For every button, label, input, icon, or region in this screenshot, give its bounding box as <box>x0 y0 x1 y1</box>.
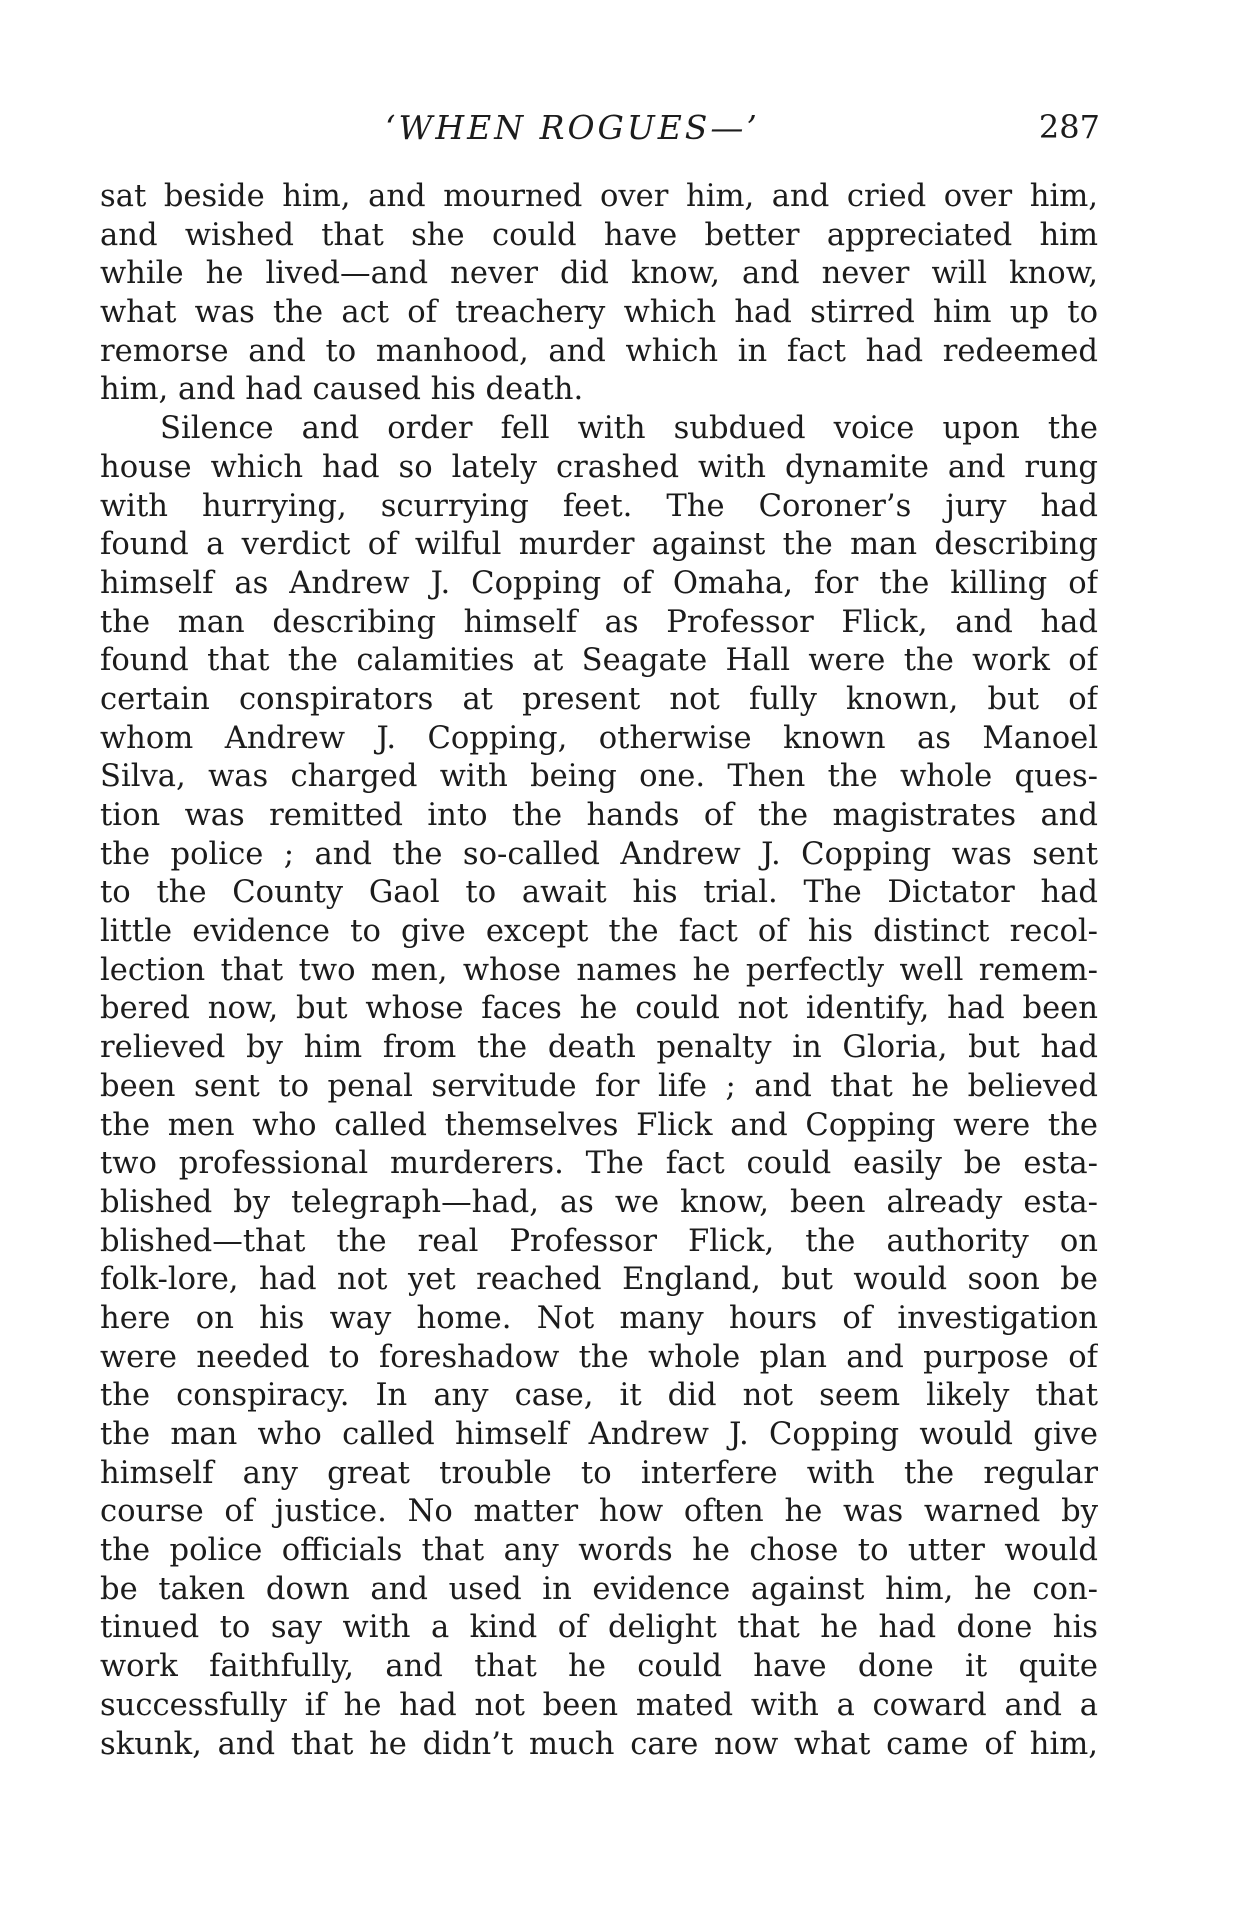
text-line: the conspiracy. In any case, it did not seem likely that <box>100 1378 1098 1414</box>
running-head <box>100 100 1100 150</box>
text-line: with hurrying, scurrying feet. The Coroner’s jury had <box>100 488 1098 524</box>
text-line: relieved by him from the death penalty in Gloria, but had <box>100 1030 1098 1066</box>
text-line: the men who called themselves Flick and Copping were the <box>100 1107 1098 1143</box>
text-line: were needed to foreshadow the whole plan and purpose of <box>100 1339 1098 1375</box>
text-line: the man who called himself Andrew J. Copping would give <box>100 1417 1098 1452</box>
text-line: and wished that she could have better appreciated him <box>100 217 1098 253</box>
text-line: found that the calamities at Seagate Hall were the work of <box>100 643 1098 679</box>
text-line: little evidence to give except the fact of his distinct recol- <box>100 914 1098 950</box>
text-line: to the County Gaol to await his trial. The Dictator had <box>100 875 1098 911</box>
text-line: certain conspirators at present not fully known, but of <box>100 681 1098 717</box>
body-text <box>100 178 1098 1764</box>
page-number: 287 <box>1038 108 1100 146</box>
text-line: bered now, but whose faces he could not identify, had been <box>100 991 1098 1027</box>
text-line: the man describing himself as Professor Flick, and had <box>100 604 1098 640</box>
text-line: lection that two men, whose names he perfectly well remem- <box>100 952 1098 988</box>
text-line: folk-lore, had not yet reached England, but would soon be <box>100 1262 1098 1298</box>
text-line: remorse and to manhood, and which in fact had redeemed <box>100 333 1098 369</box>
text-line: here on his way home. Not many hours of investigation <box>100 1300 1098 1336</box>
text-line: be taken down and used in evidence against him, he con- <box>100 1571 1098 1607</box>
text-line: successfully if he had not been mated with a coward and a <box>100 1687 1098 1723</box>
text-line: blished by telegraph—had, as we know, been already esta- <box>100 1184 1098 1220</box>
text-line: what was the act of treachery which had stirred him up to <box>100 295 1098 331</box>
text-line: course of justice. No matter how often he was warned by <box>100 1494 1098 1530</box>
text-line: tinued to say with a kind of delight that he had done his <box>100 1610 1098 1646</box>
text-line: while he lived—and never did know, and never will know, <box>100 256 1098 292</box>
text-line: whom Andrew J. Copping, otherwise known as Manoel <box>100 720 1098 756</box>
text-line: himself any great trouble to interfere with the regular <box>100 1455 1098 1491</box>
text-line: house which had so lately crashed with dynamite and rung <box>100 449 1098 485</box>
text-line: found a verdict of wilful murder against the man describing <box>100 527 1098 563</box>
text-line: skunk, and that he didn’t much care now what came of him, <box>100 1726 1098 1762</box>
text-line: tion was remitted into the hands of the magistrates and <box>100 798 1098 833</box>
text-line: sat beside him, and mourned over him, and cried over him, <box>100 179 1098 214</box>
text-line: him, and had caused his death. <box>100 372 584 408</box>
text-line: Silva, was charged with being one. Then the whole ques- <box>100 759 1098 795</box>
text-line: himself as Andrew J. Copping of Omaha, for the killing of <box>100 565 1098 601</box>
text-line: two professional murderers. The fact could easily be esta- <box>100 1146 1098 1182</box>
text-line: work faithfully, and that he could have done it quite <box>100 1649 1098 1685</box>
text-line: blished—that the real Professor Flick, the authority on <box>100 1223 1098 1259</box>
text-line: Silence and order fell with subdued voice upon the <box>160 411 1098 447</box>
text-line: the police ; and the so-called Andrew J. Copping was sent <box>100 836 1098 872</box>
text-line: the police officials that any words he chose to utter would <box>100 1533 1098 1569</box>
text-line: been sent to penal servitude for life ; and that he believed <box>100 1068 1098 1104</box>
running-title: ‘WHEN ROGUES—’ <box>385 108 760 147</box>
